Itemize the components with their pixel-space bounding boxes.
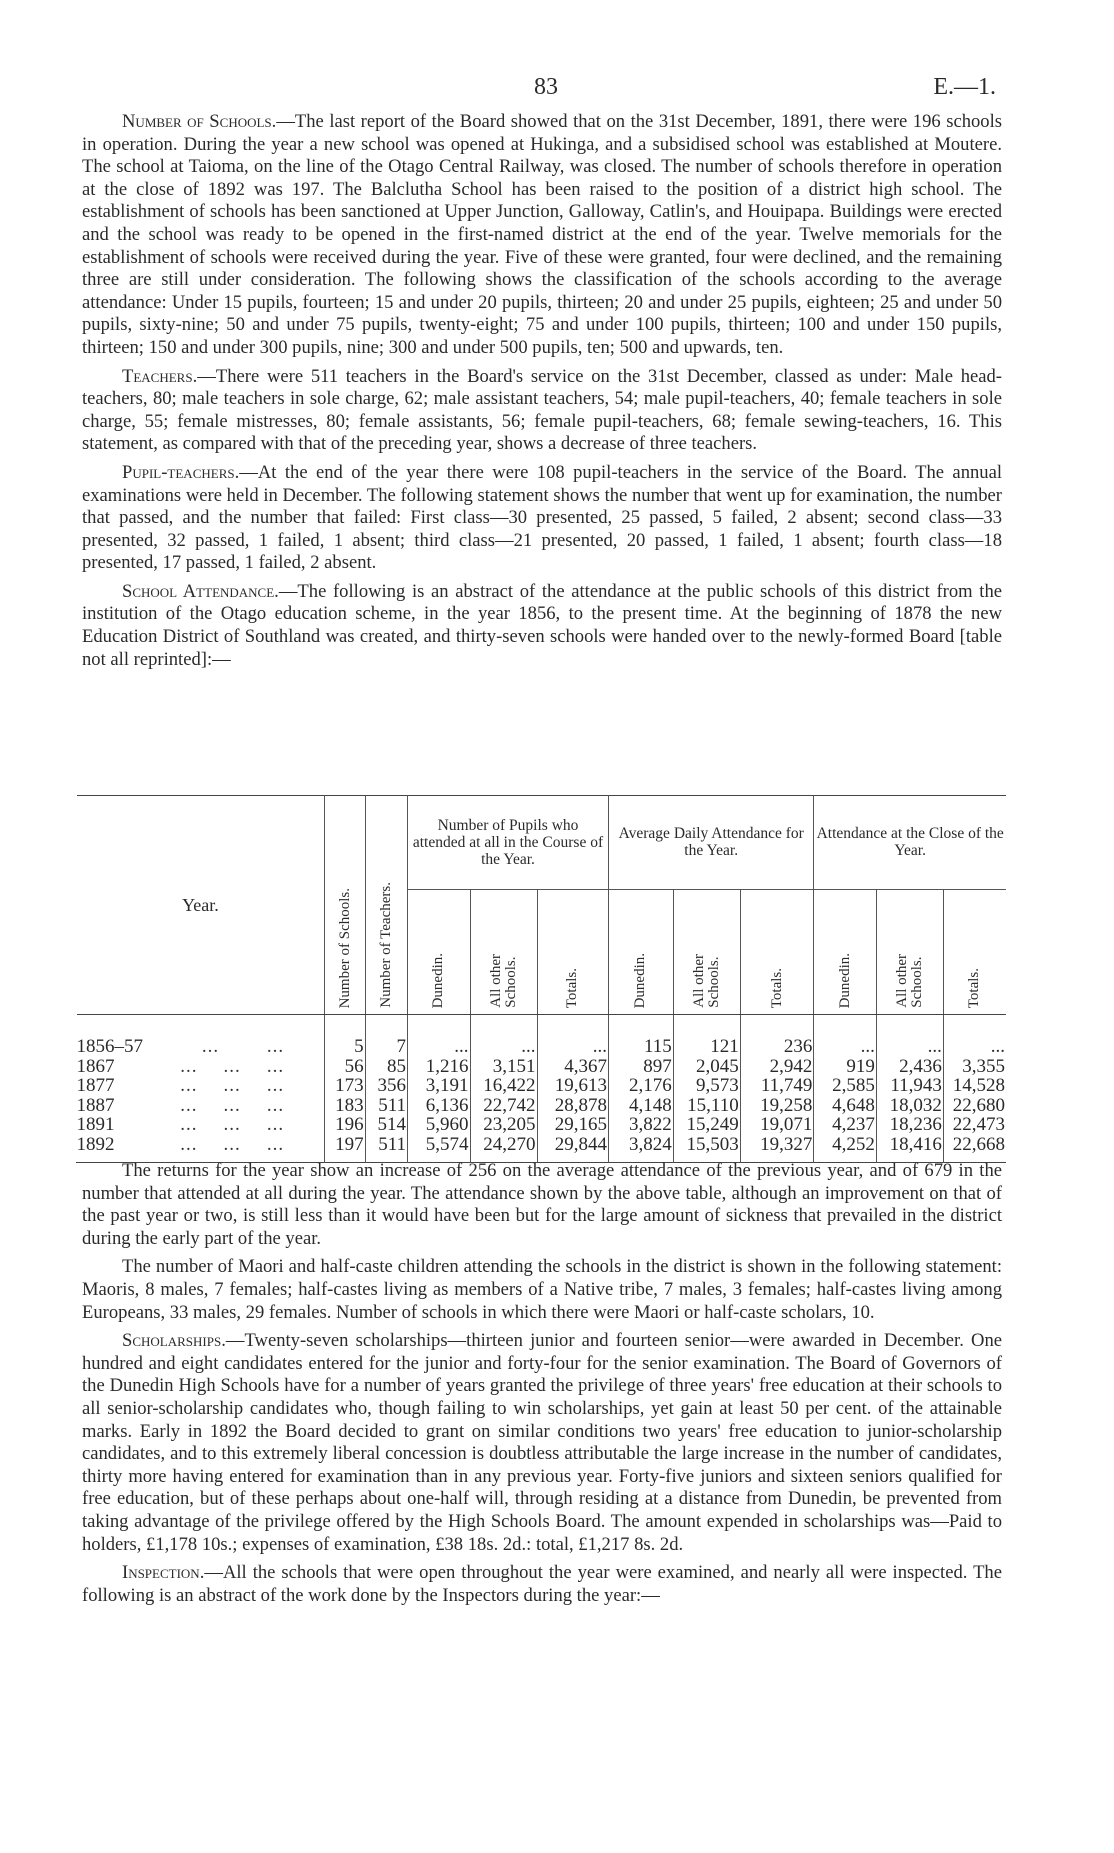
section-body: —At the end of the year there were 108 pupil-teachers in the service of the Board. The annual examinations were held in December. The following statement shows the number that went up for examination, the number that passed, and the number that failed: First class—30 presented, 25 passed, 5 failed, 2 absent; second class—33 presented, 32 passed, 1 failed, 1 absent; third class—21 presented, 20 passed, 1 failed, 1 absent; fourth class—18 presented, 17 passed, 1 failed, 2 absent. bbox=[82, 461, 1002, 574]
cell-c6: 19,258 bbox=[740, 1096, 814, 1116]
cell-c6: 11,749 bbox=[740, 1076, 814, 1096]
header-dunedin: Dunedin. bbox=[814, 889, 877, 1014]
cell-teachers: 511 bbox=[365, 1096, 407, 1116]
cell-schools: 56 bbox=[325, 1057, 365, 1077]
paragraph-pupil-teachers bbox=[82, 462, 1002, 575]
cell-c3: 28,878 bbox=[537, 1096, 608, 1116]
paragraph-teachers bbox=[82, 366, 1002, 456]
cell-schools: 5 bbox=[325, 1037, 365, 1057]
row-year: 1856–57 ... ... bbox=[76, 1036, 285, 1057]
table-row bbox=[77, 1096, 1007, 1116]
section-heading: Inspection. bbox=[122, 1562, 205, 1584]
cell-teachers: 514 bbox=[365, 1115, 407, 1135]
table-row bbox=[77, 1115, 1007, 1135]
cell-c4: 897 bbox=[608, 1057, 673, 1077]
paragraph-school-attendance bbox=[82, 581, 1002, 671]
header-number-of-teachers: Number of Teachers. bbox=[365, 796, 407, 1015]
cell-c3: 4,367 bbox=[537, 1057, 608, 1077]
section-heading: Pupil-teachers. bbox=[122, 461, 240, 483]
cell-schools: 183 bbox=[325, 1096, 365, 1116]
cell-schools: 197 bbox=[325, 1135, 365, 1163]
paragraph-returns: The returns for the year show an increase of 256 on the average attendance of the previous year, and of 679 in the number that attended at all during the year. The attendance shown by the above table, although an improvement on that of the past year or two, is still less than it would have been but for the large amount of sickness that prevailed in the district during the early part of the year. bbox=[82, 1160, 1002, 1249]
attendance-table bbox=[76, 795, 1006, 1163]
cell-c9: 22,668 bbox=[943, 1135, 1006, 1163]
cell-c6: 2,942 bbox=[740, 1057, 814, 1077]
cell-c2: 16,422 bbox=[470, 1076, 537, 1096]
cell-teachers: 85 bbox=[365, 1057, 407, 1077]
page-header bbox=[0, 74, 1114, 104]
cell-c1: ... bbox=[408, 1037, 471, 1057]
cell-c4: 2,176 bbox=[608, 1076, 673, 1096]
cell-c5: 2,045 bbox=[673, 1057, 740, 1077]
section-heading: Scholarships. bbox=[122, 1330, 226, 1352]
paragraph-maori: The number of Maori and half-caste children attending the schools in the district is shown in the following statement: Maoris, 8 males, 7 females; half-castes living as members of a Native tribe, 7 males, 3 females; half-castes living among Europeans, 33 males, 29 females. Number of schools in which there were Maori or half-caste scholars, 10. bbox=[82, 1256, 1002, 1323]
header-all-other-schools: All other Schools. bbox=[470, 889, 537, 1014]
bottom-text-block bbox=[82, 1160, 1002, 1613]
header-year: Year. bbox=[77, 796, 325, 1015]
cell-c1: 1,216 bbox=[408, 1057, 471, 1077]
cell-c5: 15,110 bbox=[673, 1096, 740, 1116]
paragraph-number-of-schools bbox=[82, 111, 1002, 360]
header-all-other-schools: All other Schools. bbox=[876, 889, 943, 1014]
section-heading: School Attendance. bbox=[122, 580, 279, 602]
cell-c5: 15,249 bbox=[673, 1115, 740, 1135]
cell-c3: ... bbox=[537, 1037, 608, 1057]
cell-c2: 3,151 bbox=[470, 1057, 537, 1077]
row-year: 1887 ... ... ... bbox=[76, 1094, 285, 1116]
cell-c3: 29,165 bbox=[537, 1115, 608, 1135]
row-year: 1877 ... ... ... bbox=[76, 1075, 285, 1096]
cell-c1: 5,574 bbox=[408, 1135, 471, 1163]
cell-c4: 3,822 bbox=[608, 1115, 673, 1135]
cell-c6: 19,327 bbox=[740, 1135, 814, 1163]
cell-c6: 236 bbox=[740, 1037, 814, 1057]
cell-c2: 22,742 bbox=[470, 1096, 537, 1116]
section-body: —There were 511 teachers in the Board's service on the 31st December, classed as under: Male head-teachers, 80; male teachers in sole charge, 62; male assistant teachers, 54; male pupil-teachers, 40; female teachers in sole charge, 55; female mistresses, 80; female assistants, 56; female pupil-teachers, 68; female sewing-teachers, 16. This statement, as compared with that of the preceding year, shows a decrease of three teachers. bbox=[82, 365, 1002, 455]
cell-c4: 115 bbox=[608, 1037, 673, 1057]
cell-c7: 919 bbox=[814, 1057, 877, 1077]
row-year: 1891 ... ... ... bbox=[76, 1114, 285, 1135]
cell-c4: 3,824 bbox=[608, 1135, 673, 1163]
header-group-pupils-attended: Number of Pupils who attended at all in the Course of the Year. bbox=[408, 796, 609, 890]
table-body bbox=[77, 1015, 1007, 1164]
cell-c8: 18,416 bbox=[876, 1135, 943, 1163]
header-totals: Totals. bbox=[943, 889, 1006, 1014]
section-heading: Number of Schools. bbox=[122, 111, 277, 132]
cell-schools: 173 bbox=[325, 1076, 365, 1096]
header-totals: Totals. bbox=[740, 889, 814, 1014]
cell-c4: 4,148 bbox=[608, 1096, 673, 1116]
header-group-close-attendance: Attendance at the Close of the Year. bbox=[814, 796, 1006, 890]
cell-c3: 19,613 bbox=[537, 1076, 608, 1096]
header-totals: Totals. bbox=[537, 889, 608, 1014]
cell-teachers: 7 bbox=[365, 1037, 407, 1057]
paragraph-inspection bbox=[82, 1562, 1002, 1607]
cell-c6: 19,071 bbox=[740, 1115, 814, 1135]
row-year: 1892 ... ... ... bbox=[76, 1133, 285, 1155]
attendance-table-wrap bbox=[76, 795, 1006, 1163]
page-number: 83 bbox=[534, 74, 558, 100]
header-group-average-attendance: Average Daily Attendance for the Year. bbox=[608, 796, 813, 890]
table-row bbox=[77, 1057, 1007, 1077]
cell-c1: 5,960 bbox=[408, 1115, 471, 1135]
cell-c9: 22,473 bbox=[943, 1115, 1006, 1135]
cell-c8: 11,943 bbox=[876, 1076, 943, 1096]
cell-c9: 14,528 bbox=[943, 1076, 1006, 1096]
cell-c8: 18,032 bbox=[876, 1096, 943, 1116]
cell-c8: 2,436 bbox=[876, 1057, 943, 1077]
header-number-of-schools: Number of Schools. bbox=[325, 796, 365, 1015]
section-body: —The following is an abstract of the attendance at the public schools of this district from the institution of the Otago education scheme, in the year 1856, to the present time. At the beginning of 1878 the new Education District of Southland was created, and thirty-seven schools were handed over to the newly-formed Board [table not all reprinted]:— bbox=[82, 580, 1002, 670]
cell-c1: 6,136 bbox=[408, 1096, 471, 1116]
cell-c9: ... bbox=[943, 1037, 1006, 1057]
cell-c1: 3,191 bbox=[408, 1076, 471, 1096]
cell-c7: 4,237 bbox=[814, 1115, 877, 1135]
table-row bbox=[77, 1135, 1007, 1163]
table-row bbox=[77, 1076, 1007, 1096]
table-row bbox=[77, 1037, 1007, 1057]
cell-c2: 24,270 bbox=[470, 1135, 537, 1163]
header-all-other-schools: All other Schools. bbox=[673, 889, 740, 1014]
cell-teachers: 511 bbox=[365, 1135, 407, 1163]
cell-c5: 9,573 bbox=[673, 1076, 740, 1096]
section-body: —All the schools that were open throughout the year were examined, and nearly all were inspected. The following is an abstract of the work done by the Inspectors during the year:— bbox=[82, 1562, 1002, 1606]
header-dunedin: Dunedin. bbox=[608, 889, 673, 1014]
cell-c5: 15,503 bbox=[673, 1135, 740, 1163]
cell-c8: ... bbox=[876, 1037, 943, 1057]
document-code: E.—1. bbox=[933, 74, 996, 100]
cell-c7: 4,252 bbox=[814, 1135, 877, 1163]
cell-c5: 121 bbox=[673, 1037, 740, 1057]
paragraph-scholarships bbox=[82, 1330, 1002, 1556]
cell-c7: 4,648 bbox=[814, 1096, 877, 1116]
cell-teachers: 356 bbox=[365, 1076, 407, 1096]
top-text-block bbox=[82, 111, 1002, 677]
row-year: 1867 ... ... ... bbox=[76, 1055, 285, 1077]
cell-c2: 23,205 bbox=[470, 1115, 537, 1135]
cell-c9: 3,355 bbox=[943, 1057, 1006, 1077]
header-dunedin: Dunedin. bbox=[408, 889, 471, 1014]
section-body: —Twenty-seven scholarships—thirteen junior and fourteen senior—were awarded in December. One hundred and eight candidates entered for the junior and forty-four for the senior examination. The Board of Governors of the Dunedin High Schools have for a number of years granted the privilege of three years' free education at their schools to all senior-scholarship candidates who, though failing to win scholarships, yet gain at least 50 per cent. of the attainable marks. Early in 1892 the Board decided to grant on similar conditions two years' free education to junior-scholarship candidates, and to this extremely liberal concession is doubtless attributable the large increase in the number of candidates, thirty more having entered for examination than in any previous year. Forty-five juniors and sixteen seniors qualified for free education, but of these perhaps about one-half will, through residing at a distance from Dunedin, be prevented from taking advantage of the privilege offered by the High Schools Board. The amount expended in scholarships was—Paid to holders, £1,178 10s.; expenses of examination, £38 18s. 2d.: total, £1,217 8s. 2d. bbox=[82, 1330, 1002, 1555]
cell-schools: 196 bbox=[325, 1115, 365, 1135]
section-heading: Teachers. bbox=[122, 365, 198, 387]
cell-c3: 29,844 bbox=[537, 1135, 608, 1163]
cell-c2: ... bbox=[470, 1037, 537, 1057]
cell-c8: 18,236 bbox=[876, 1115, 943, 1135]
cell-c7: ... bbox=[814, 1037, 877, 1057]
cell-c9: 22,680 bbox=[943, 1096, 1006, 1116]
section-body: —The last report of the Board showed that on the 31st December, 1891, there were 196 schools in operation. During the year a new school was opened at Hukinga, and a subsidised school was established at Moutere. The school at Taioma, on the line of the Otago Central Railway, was closed. The number of schools therefore in operation at the close of 1892 was 197. The Balclutha School has been raised to the position of a district high school. The establishment of schools has been sanctioned at Upper Junction, Galloway, Catlin's, and Houipapa. Buildings were erected and the school was ready to be opened in the first-named district at the end of the year. Twelve memorials for the establishment of schools were received during the year. Five of these were granted, four were declined, and the remaining three are still under consideration. The following shows the classification of the schools according to the average attendance: Under 15 pupils, fourteen; 15 and under 20 pupils, thirteen; 20 and under 25 pupils, eighteen; 25 and under 50 pupils, sixty-nine; 50 and under 75 pupils, twenty-eight; 75 and under 100 pupils, thirteen; 100 and under 150 pupils, thirteen; 150 and under 300 pupils, nine; 300 and under 500 pupils, ten; 500 and upwards, ten. bbox=[82, 111, 1002, 358]
cell-c7: 2,585 bbox=[814, 1076, 877, 1096]
